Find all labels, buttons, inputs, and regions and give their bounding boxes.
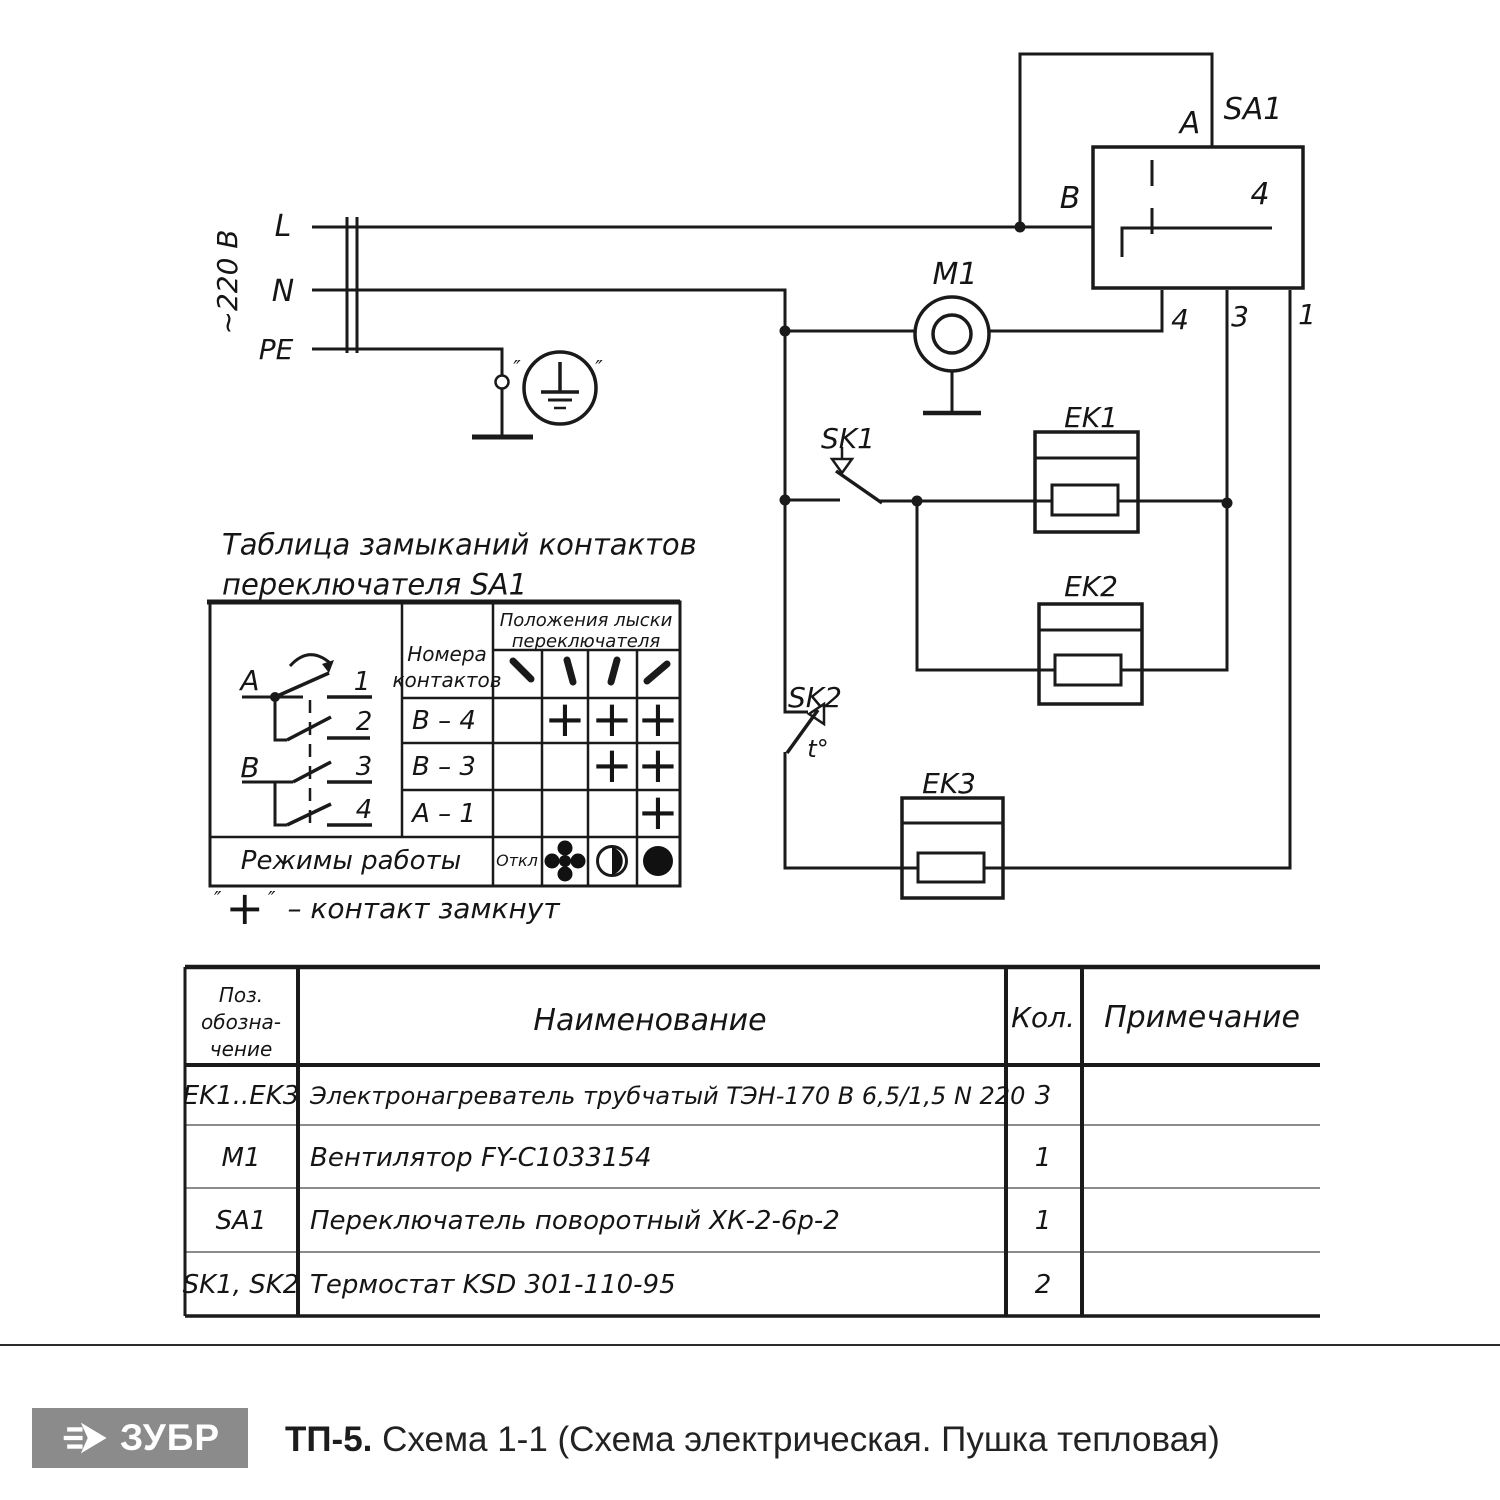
legend-text: – контакт замкнут <box>287 892 560 925</box>
footer-caption <box>285 1420 1220 1460</box>
pos-header-1: Поз. <box>218 983 264 1007</box>
voltage-label: ~220 В <box>211 229 244 335</box>
diagram-c2-label: 2 <box>355 707 373 737</box>
power-lines <box>312 54 1212 712</box>
positions-header-2: переключателя <box>511 631 661 652</box>
half-heat-mode-icon <box>598 847 627 876</box>
part-name: Термостат KSD 301-110-95 <box>310 1270 676 1300</box>
ground-quote-left: ″ <box>513 356 521 380</box>
closure-table-title-2: переключателя SA1 <box>222 567 528 602</box>
legend-quote-left: ″ <box>214 886 222 911</box>
heater-ek1 <box>1035 432 1138 532</box>
ground-quote-right: ″ <box>595 356 603 380</box>
closure-legend <box>214 881 560 936</box>
contacts-header-2: контактов <box>392 668 502 692</box>
line-pe-label: PE <box>258 333 294 366</box>
closure-mark: + <box>591 736 633 794</box>
ground-symbol-icon <box>496 352 597 424</box>
pos-header-3: чение <box>209 1037 273 1061</box>
footer-divider <box>0 1344 1500 1346</box>
positions-header-1: Положения лыски <box>499 610 673 631</box>
heater-wiring <box>785 290 1290 868</box>
heater3-label: EK3 <box>922 767 976 800</box>
model-code: ТП-5. <box>285 1420 373 1459</box>
closure-mark: + <box>544 690 586 748</box>
closure-row-label: А – 1 <box>412 799 476 829</box>
part-pos: M1 <box>221 1143 261 1173</box>
heater-ek2 <box>1039 604 1142 704</box>
part-qty: 1 <box>1034 1143 1052 1173</box>
part-name: Электронагреватель трубчатый ТЭН-170 В 6,5/1,5 N 220 <box>310 1082 1026 1110</box>
mode-icons <box>545 841 674 882</box>
pin3-label: 3 <box>1231 300 1249 333</box>
switch-label: SA1 <box>1223 92 1283 127</box>
motor-label: M1 <box>932 257 978 292</box>
line-l-label: L <box>274 209 292 244</box>
part-pos: SA1 <box>215 1206 267 1236</box>
terminal-a-label: A <box>1179 106 1201 141</box>
qty-header: Кол. <box>1011 1001 1075 1034</box>
diagram-c1-label: 1 <box>353 667 371 697</box>
brand-arrow-icon <box>60 1414 112 1462</box>
brand-name: ЗУБР <box>119 1417 221 1458</box>
closure-mark: + <box>637 690 679 748</box>
plug-connector-icon <box>347 217 357 353</box>
heater1-label: EK1 <box>1064 401 1118 434</box>
full-heat-mode-icon <box>643 846 673 876</box>
thermostat2-label: SK2 <box>788 681 842 714</box>
caption-text: Схема 1-1 (Схема электрическая. Пушка тепловая) <box>372 1420 1220 1459</box>
mode-off-label: Откл <box>496 851 538 870</box>
motor-symbol <box>785 290 1162 413</box>
legend-quote-right: ″ <box>268 886 276 911</box>
pin4-label: 4 <box>1171 303 1189 336</box>
closure-mark: + <box>591 690 633 748</box>
heater2-label: EK2 <box>1064 570 1118 603</box>
name-header: Наименование <box>533 1003 767 1038</box>
part-name: Переключатель поворотный ХК-2-6р-2 <box>310 1206 840 1236</box>
diagram-c4-label: 4 <box>355 795 373 825</box>
knob-position-marks <box>513 660 667 682</box>
closure-table-title-1: Таблица замыканий контактов <box>222 527 697 562</box>
fan-mode-icon <box>545 841 586 882</box>
part-qty: 3 <box>1034 1081 1052 1111</box>
diagram-a-label: A <box>240 664 260 697</box>
terminal-b-label: B <box>1059 181 1081 216</box>
heater-ek3 <box>902 798 1003 898</box>
closure-row-label: В – 3 <box>412 752 476 782</box>
part-pos: EK1..EK3 <box>182 1081 300 1111</box>
closure-mark: + <box>637 783 679 841</box>
part-name: Вентилятор FY-C1033154 <box>310 1143 652 1173</box>
brand-logo <box>32 1408 248 1468</box>
closure-mark: + <box>637 736 679 794</box>
selector-switch-box <box>1093 147 1303 288</box>
part-qty: 2 <box>1034 1270 1052 1300</box>
diagram-b-label: B <box>240 751 260 784</box>
closure-row-label: В – 4 <box>412 706 476 736</box>
pos-header-2: обозна- <box>201 1010 281 1034</box>
line-n-label: N <box>271 274 295 309</box>
modes-label: Режимы работы <box>240 846 462 876</box>
note-header: Примечание <box>1104 1000 1300 1035</box>
diagram-c3-label: 3 <box>355 752 373 782</box>
pin4-inner-label: 4 <box>1250 177 1270 212</box>
part-pos: SK1, SK2 <box>182 1270 300 1300</box>
part-qty: 1 <box>1034 1206 1052 1236</box>
temp-label: t° <box>807 735 829 763</box>
contact-diagram <box>242 655 372 826</box>
thermostat-sk1 <box>832 447 882 503</box>
legend-plus: + <box>225 881 265 936</box>
pin1-label: 1 <box>1298 298 1316 331</box>
thermostat1-label: SK1 <box>821 422 875 455</box>
contacts-header-1: Номера <box>407 642 487 666</box>
